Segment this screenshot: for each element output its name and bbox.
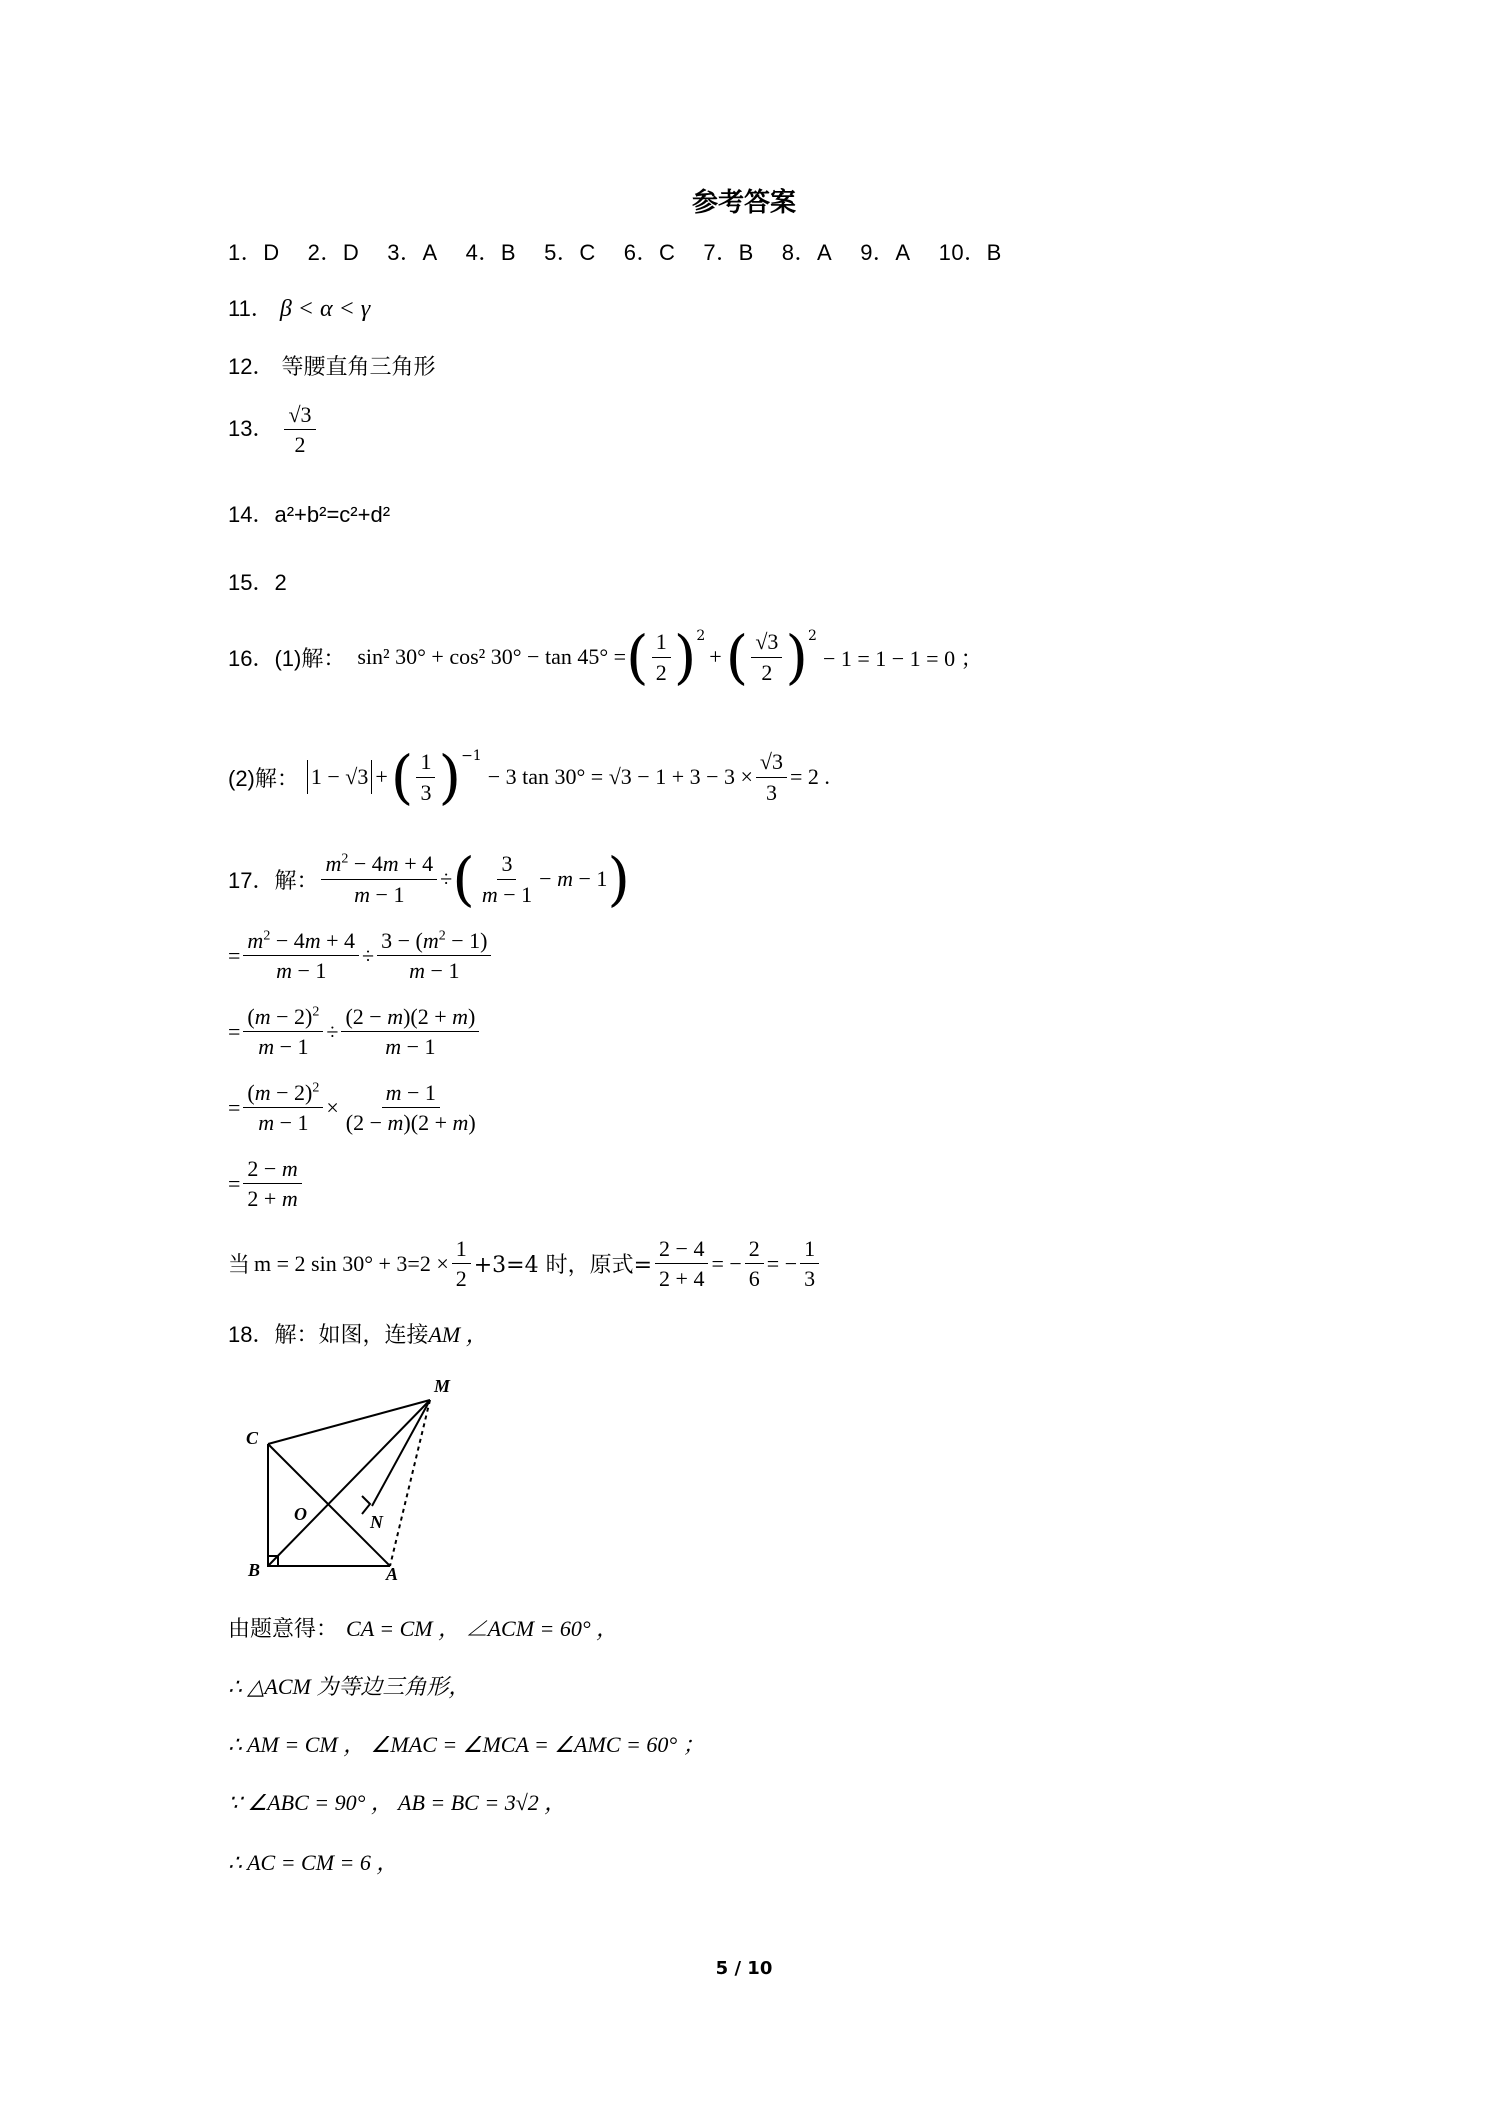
- answer-15-text: 2: [274, 570, 287, 595]
- page-title: 参考答案: [691, 188, 796, 218]
- answer-15: 15．2: [228, 570, 287, 595]
- label-A: A: [386, 1564, 399, 1584]
- mc-answer: 10．B: [938, 240, 1002, 265]
- answer-17-result: 当 m = 2 sin 30° + 3=2 × $\frac{1}{2}$ +3=4 时，原式= $\frac{2 - 4}{2 + 4}$ = − $\frac{2}{6}$ = − $\frac{1}{3}$: [228, 1236, 822, 1292]
- answer-12-text: 等腰直角三角形: [281, 355, 436, 380]
- mc-answer: 3．A: [387, 240, 438, 265]
- answer-14: 14．a²+b²=c²+d²: [228, 502, 391, 527]
- answer-18-line3: ∴ AM = CM ， ∠MAC = ∠MCA = ∠AMC = 60° ；: [228, 1732, 705, 1757]
- answer-18-line1: 由题意得： CA = CM ， ∠ACM = 60° ，: [228, 1616, 619, 1642]
- answer-17-line3: = $\frac{(m - 2)^2}{m - 1}$ ÷ $\frac{(2 - m)(2 + m)}{m - 1}$: [228, 1004, 482, 1060]
- answer-18-line5: ∴ AC = CM = 6 ，: [228, 1850, 399, 1875]
- answer-18-line2: ∴ △ACM 为等边三角形，: [228, 1674, 471, 1699]
- label-M: M: [434, 1376, 451, 1396]
- mc-answer: 1．D: [228, 240, 280, 265]
- answer-18-intro: 18．解：如图，连接AM ，: [228, 1322, 488, 1347]
- answer-17-line1: 17．解： $\frac{m^2 - 4m + 4}{m - 1}$ ÷ ( $\frac{3}{m - 1}$ − m − 1 ): [228, 845, 631, 913]
- answer-17-line4: = $\frac{(m - 2)^2}{m - 1}$ × $\frac{m - 1}{(2 - m)(2 + m)}$: [228, 1080, 476, 1136]
- page-number: 5 / 10: [715, 1958, 773, 1979]
- mc-answer: 9．A: [860, 240, 911, 265]
- mc-answer: 5．C: [544, 240, 596, 265]
- answer-11-text: β < α < γ: [279, 296, 371, 322]
- answer-14-text: a²+b²=c²+d²: [274, 502, 391, 527]
- mc-answer: 4．B: [465, 240, 517, 265]
- answer-13: 13． $\frac{√3}{2}$: [228, 402, 319, 458]
- answer-17-line2: = $\frac{m^2 - 4m + 4}{m - 1}$ ÷ $\frac{3 - (m^2 - 1)}{m - 1}$: [228, 928, 494, 984]
- answer-18-line4: ∵ ∠ABC = 90° ， AB = BC = 3√2 ，: [228, 1790, 567, 1815]
- label-B: B: [248, 1560, 261, 1580]
- mc-answers: [228, 236, 1030, 267]
- mc-answer: 7．B: [703, 240, 754, 265]
- answer-16-part1: 16．(1)解： sin² 30° + cos² 30° − tan 45° = ( $\frac{1}{2}$ ) $^2$ + ( $\frac{√3}{2}$ ) $^2$ − 1 = 1 − 1 = 0 ；: [228, 623, 983, 691]
- mc-answer: 6．C: [623, 240, 676, 265]
- label-N: N: [370, 1512, 383, 1532]
- answer-12: 12． 等腰直角三角形: [228, 354, 436, 380]
- mc-answer: 2．D: [307, 240, 360, 265]
- mc-answer: 8．A: [781, 240, 833, 265]
- answer-17-line5: = $\frac{2 - m}{2 + m}$: [228, 1156, 305, 1212]
- label-C: C: [246, 1428, 259, 1448]
- answer-11: 11． β < α < γ: [228, 296, 371, 322]
- label-O: O: [294, 1504, 307, 1524]
- geometry-figure: [240, 1368, 460, 1588]
- answer-16-part2: (2)解： 1 − √3 + ( $\frac{1}{3}$ ) $^{-1}$ − 3 tan 30° = √3 − 1 + 3 − 3 × $\frac{√3}{3}$ = 2 .: [228, 743, 830, 811]
- answer-13-fraction: $\frac{√3}{2}$: [284, 402, 315, 458]
